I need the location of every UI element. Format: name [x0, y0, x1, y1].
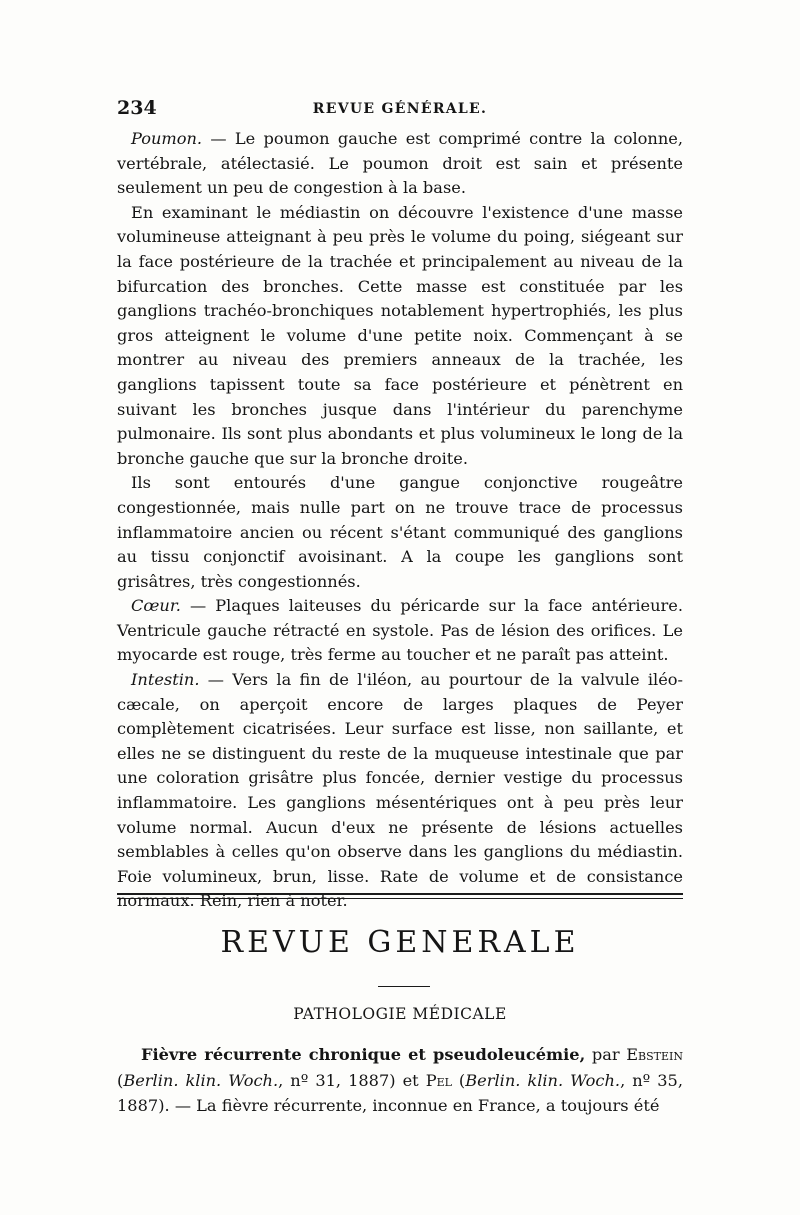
- title-underline-rule: [378, 986, 430, 987]
- article-text: [117, 1042, 683, 1119]
- article-ref-detail: , nº 35, 1887).: [117, 1070, 683, 1115]
- section-divider-rule-thin: [117, 898, 683, 899]
- paragraph-label: Poumon.: [131, 129, 203, 148]
- page-number: 234: [117, 97, 157, 119]
- paragraph-text: — Le poumon gauche est comprimé contre la colonne, vertébrale, atélectasié. Le poumon droit est sain et présente seulement un peu de congestion à la base.: [117, 129, 683, 198]
- article-author-pel: Pel: [425, 1070, 452, 1090]
- paragraph-coeur: [117, 594, 683, 668]
- article-ref-detail: , nº 31, 1887) et: [278, 1070, 426, 1090]
- article-title: Fièvre récurrente chronique et pseudoleucémie,: [141, 1045, 586, 1064]
- article-paragraph: [117, 1042, 683, 1119]
- paragraph-mediastin: [117, 201, 683, 472]
- article-body-text: — La fièvre récurrente, inconnue en France, a toujours été: [169, 1096, 660, 1115]
- subsection-title: PATHOLOGIE MÉDICALE: [293, 1005, 507, 1023]
- paragraph-label: Cœur.: [131, 596, 181, 616]
- article-by: par: [585, 1045, 627, 1064]
- paragraph-text: En examinant le médiastin on découvre l'existence d'une masse volumineuse atteignant à peu près le volume du poing, siégeant sur la face postérieure de la trachée et principalement au niveau de la bifurcation des bronches. Cette masse est constituée par les ganglions trachéo-bronchiques notablement hypertrophiés, les plus gros atteignent le volume d'une petite noix. Commençant à se montrer au niveau des premiers anneaux de la trachée, les ganglions tapissent toute sa face postérieure et pénètrent en suivant les bronches jusque dans l'intérieur du parenchyme pulmonaire. Ils sont plus abondants et plus volumineux le long de la bronche gauche que sur la bronche droite.: [117, 202, 683, 468]
- paragraph-text: — Plaques laiteuses du péricarde sur la face antérieure. Ventricule gauche rétracté en systole. Pas de lésion des orifices. Le myocarde est rouge, très ferme au toucher et ne paraît pas atteint.: [117, 596, 683, 665]
- article-ref-open: (: [117, 1070, 124, 1090]
- section-divider-rule: [117, 893, 683, 895]
- paragraph-label: Intestin.: [131, 670, 200, 690]
- article-journal: Berlin. klin. Woch.: [465, 1070, 621, 1090]
- article-author-ebstein: Ebstein: [626, 1045, 683, 1064]
- section-title: REVUE GENERALE: [220, 925, 580, 960]
- case-report-text: [117, 127, 683, 914]
- running-head: REVUE GÉNÉRALE.: [312, 101, 488, 117]
- article-ref-open: (: [451, 1070, 466, 1090]
- paragraph-poumon: [117, 127, 683, 201]
- paragraph-text: Ils sont entourés d'une gangue conjonctive rougeâtre congestionnée, mais nulle part on ne trouve trace de processus inflammatoire ancien ou récent s'étant communiqué des ganglions au tissu conjonctif avoisinant. A la coupe les ganglions sont grisâtres, très congestionnés.: [117, 473, 683, 591]
- paragraph-intestin: [117, 668, 683, 914]
- paragraph-text: — Vers la fin de l'iléon, au pourtour de la valvule iléo-cæcale, on aperçoit encore de larges plaques de Peyer complètement cicatrisées. Leur surface est lisse, non saillante, et elles ne se distinguent du reste de la muqueuse intestinale que par une coloration grisâtre plus foncée, dernier vestige du processus inflammatoire. Les ganglions mésentériques ont à peu près leur volume normal. Aucun d'eux ne présente de lésions actuelles semblables à celles qu'on observe dans les ganglions du médiastin. Foie volumineux, brun, lisse. Rate de volume et de consistance normaux. Rein, rien à noter.: [117, 670, 683, 911]
- page-header: [117, 97, 683, 123]
- paragraph-gangue: [117, 471, 683, 594]
- article-journal: Berlin. klin. Woch.: [123, 1070, 279, 1090]
